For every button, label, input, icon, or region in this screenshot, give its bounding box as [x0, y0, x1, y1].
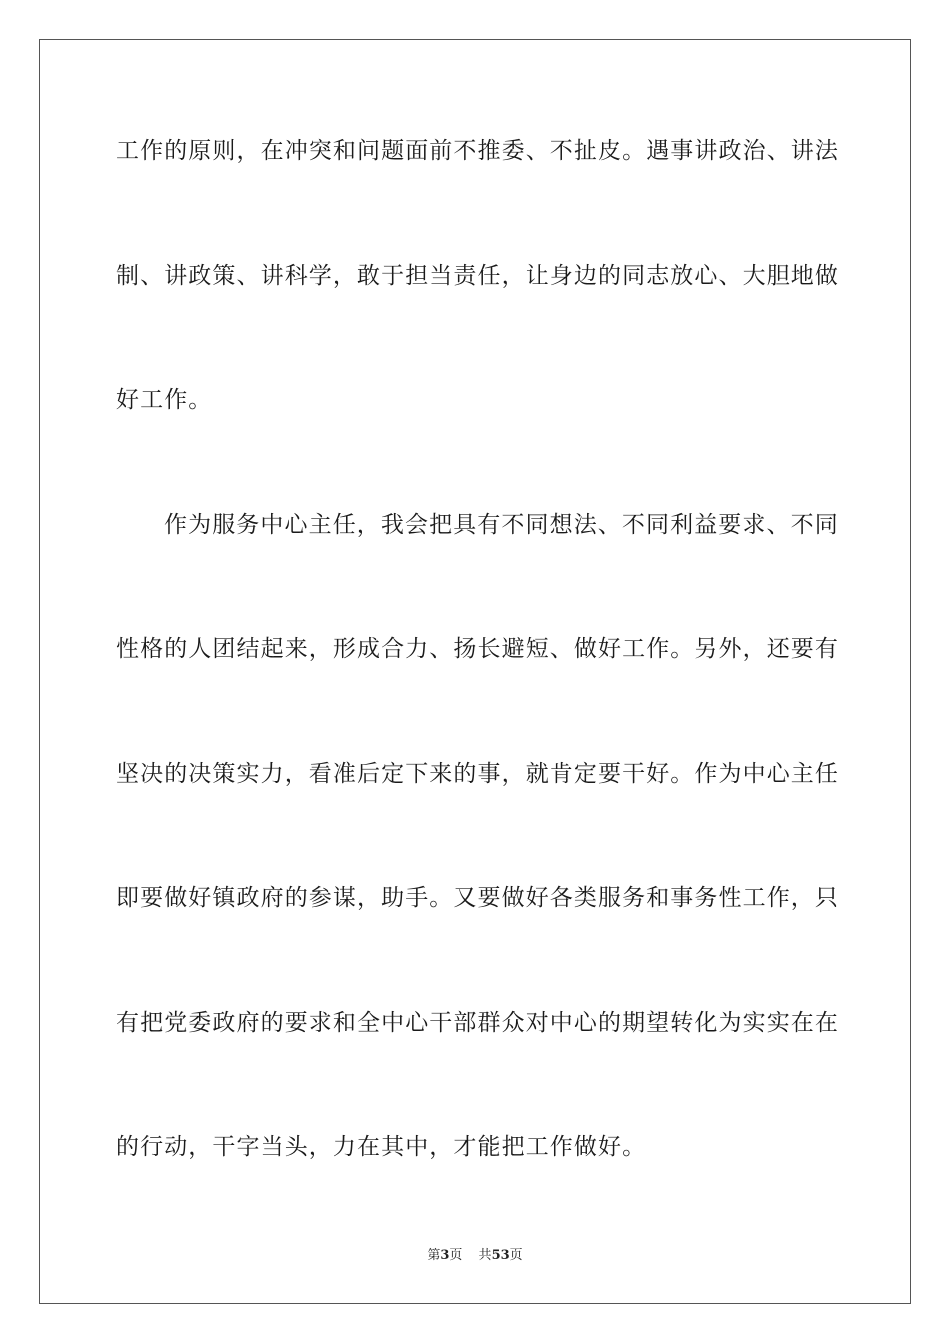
total-label-prefix: 共 — [478, 1248, 492, 1263]
total-pages: 53 — [491, 1248, 510, 1263]
text-line: 好工作。 — [116, 387, 213, 413]
text-line: 性格的人团结起来，形成合力、扬长避短、做好工作。另外，还要有 — [116, 636, 839, 662]
text-line: 的行动，干字当头，力在其中，才能把工作做好。 — [116, 1134, 647, 1160]
page-number: 3 — [440, 1248, 450, 1263]
total-label-suffix: 页 — [509, 1248, 523, 1263]
total-pages-indicator — [479, 1248, 523, 1263]
page-frame — [39, 39, 911, 1304]
page-label-prefix: 第 — [427, 1248, 441, 1263]
page-indicator — [427, 1248, 462, 1263]
text-line: 坚决的决策实力，看准后定下来的事，就肯定要干好。作为中心主任 — [116, 761, 839, 787]
text-line: 工作的原则，在冲突和问题面前不推委、不扯皮。遇事讲政治、讲法 — [116, 138, 839, 164]
text-line: 作为服务中心主任，我会把具有不同想法、不同利益要求、不同 — [164, 512, 839, 538]
text-line: 制、讲政策、讲科学，敢于担当责任，让身边的同志放心、大胆地做 — [116, 263, 839, 289]
page-label-suffix: 页 — [449, 1248, 463, 1263]
text-line: 即要做好镇政府的参谋，助手。又要做好各类服务和事务性工作，只 — [116, 885, 839, 911]
text-line: 有把党委政府的要求和全中心干部群众对中心的期望转化为实实在在 — [116, 1010, 839, 1036]
page-footer — [0, 1247, 950, 1265]
